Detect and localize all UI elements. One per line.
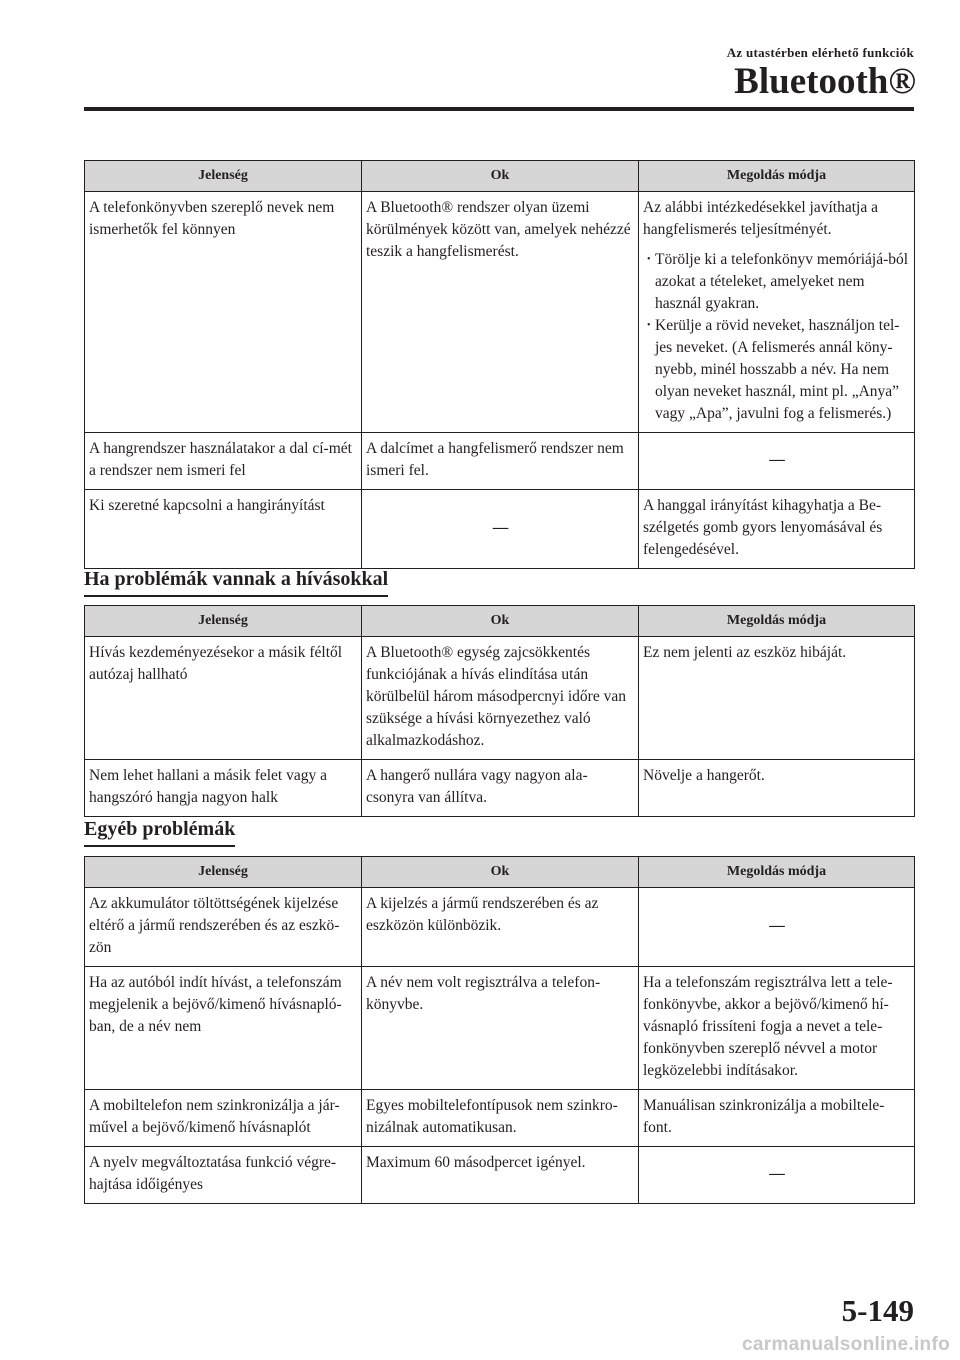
symptom-cell: A mobiltelefon nem szinkronizálja a jár-művel a bejövő/kimenő hívásnaplót xyxy=(85,1090,362,1147)
cause-cell: A Bluetooth® rendszer olyan üzemi körülmények között van, amelyek nehézzé teszik a hangfelismerést. xyxy=(362,192,639,433)
cause-cell: A dalcímet a hangfelismerő rendszer nem ismeri fel. xyxy=(362,433,639,490)
troubleshooting-table-other xyxy=(84,856,915,1204)
column-header-solution: Megoldás módja xyxy=(639,857,915,888)
watermark: carmanualsonline.info xyxy=(742,1334,950,1355)
column-header-cause: Ok xyxy=(362,606,639,637)
solution-intro: Az alábbi intézkedésekkel javíthatja a hangfelismerés teljesítményét. xyxy=(643,199,878,238)
table-row xyxy=(85,1147,915,1204)
column-header-cause: Ok xyxy=(362,857,639,888)
page-header xyxy=(0,0,960,112)
page-title: Bluetooth® xyxy=(734,61,916,102)
table-row xyxy=(85,637,915,760)
empty-dash: — xyxy=(492,519,509,536)
symptom-cell: Az akkumulátor töltöttségének kijelzése eltérő a jármű rendszerében és az eszkö-zön xyxy=(85,888,362,967)
solution-bullet: • Törölje ki a telefonkönyv memóriájá-ból azokat a tételeket, amelyeket nem használ gyakran. xyxy=(643,249,911,315)
section-heading-other: Egyéb problémák xyxy=(84,818,235,847)
column-header-symptom: Jelenség xyxy=(85,161,362,192)
symptom-cell: Nem lehet hallani a másik felet vagy a hangszóró hangja nagyon halk xyxy=(85,760,362,817)
cause-cell: A kijelzés a jármű rendszerében és az eszközön különbözik. xyxy=(362,888,639,967)
troubleshooting-table-calls xyxy=(84,605,915,817)
empty-dash: — xyxy=(769,451,785,468)
table-row xyxy=(85,433,915,490)
column-header-symptom: Jelenség xyxy=(85,857,362,888)
cause-cell xyxy=(362,490,639,569)
symptom-cell: A telefonkönyvben szereplő nevek nem ismerhetők fel könnyen xyxy=(85,192,362,433)
chapter-subtitle: Az utastérben elérhető funkciók xyxy=(726,45,914,60)
table-row xyxy=(85,192,915,433)
table-row xyxy=(85,1090,915,1147)
cause-cell: A hangerő nullára vagy nagyon ala-csonyra van állítva. xyxy=(362,760,639,817)
troubleshooting-table-voice xyxy=(84,160,915,569)
section-heading-calls: Ha problémák vannak a hívásokkal xyxy=(84,568,388,597)
cause-cell: A név nem volt regisztrálva a telefon-könyvbe. xyxy=(362,967,639,1090)
empty-dash: — xyxy=(769,917,785,934)
solution-cell: A hanggal irányítást kihagyhatja a Be-szélgetés gomb gyors lenyomásával és felengedésével. xyxy=(639,490,915,569)
cause-cell: Maximum 60 másodpercet igényel. xyxy=(362,1147,639,1204)
column-header-symptom: Jelenség xyxy=(85,606,362,637)
column-header-solution: Megoldás módja xyxy=(639,161,915,192)
table-row xyxy=(85,888,915,967)
page-number: 5-149 xyxy=(841,1293,914,1328)
table-row xyxy=(85,490,915,569)
symptom-cell: Ki szeretné kapcsolni a hangirányítást xyxy=(85,490,362,569)
solution-cell: Növelje a hangerőt. xyxy=(639,760,915,817)
solution-cell xyxy=(639,192,915,433)
table-header-row xyxy=(85,857,915,888)
symptom-cell: A nyelv megváltoztatása funkció végre-hajtása időigényes xyxy=(85,1147,362,1204)
solution-cell: Manuálisan szinkronizálja a mobiltele-font. xyxy=(639,1090,915,1147)
cause-cell: A Bluetooth® egység zajcsökkentés funkciójának a hívás elindítása után körülbelül három másodpercnyi időre van szüksége a hívási környezethez való alkalmazkodáshoz. xyxy=(362,637,639,760)
header-rule xyxy=(84,107,914,111)
table-header-row xyxy=(85,161,915,192)
solution-cell xyxy=(639,1147,915,1204)
column-header-solution: Megoldás módja xyxy=(639,606,915,637)
solution-cell xyxy=(639,888,915,967)
symptom-cell: A hangrendszer használatakor a dal cí-mét a rendszer nem ismeri fel xyxy=(85,433,362,490)
table-header-row xyxy=(85,606,915,637)
empty-dash: — xyxy=(769,1165,785,1182)
table-row xyxy=(85,760,915,817)
solution-cell xyxy=(639,433,915,490)
solution-cell: Ha a telefonszám regisztrálva lett a tele-fonkönyvbe, akkor a bejövő/kimenő hí-vásnapló frissíteni fogja a nevet a tele-fonkönyvben szereplő névvel a motor legközelebbi indításakor. xyxy=(639,967,915,1090)
column-header-cause: Ok xyxy=(362,161,639,192)
symptom-cell: Ha az autóból indít hívást, a telefonszám megjelenik a bejövő/kimenő hívásnapló-ban, de a név nem xyxy=(85,967,362,1090)
cause-cell: Egyes mobiltelefontípusok nem szinkro-nizálnak automatikusan. xyxy=(362,1090,639,1147)
symptom-cell: Hívás kezdeményezésekor a másik féltől autózaj hallható xyxy=(85,637,362,760)
solution-cell: Ez nem jelenti az eszköz hibáját. xyxy=(639,637,915,760)
solution-bullet: • Kerülje a rövid neveket, használjon tel-jes neveket. (A felismerés annál köny-nyebb, minél hosszabb a név. Ha nem olyan neveket használ, mint pl. „Anya” vagy „Apa”, javulni fog a felismerés.) xyxy=(643,315,911,425)
table-row xyxy=(85,967,915,1090)
